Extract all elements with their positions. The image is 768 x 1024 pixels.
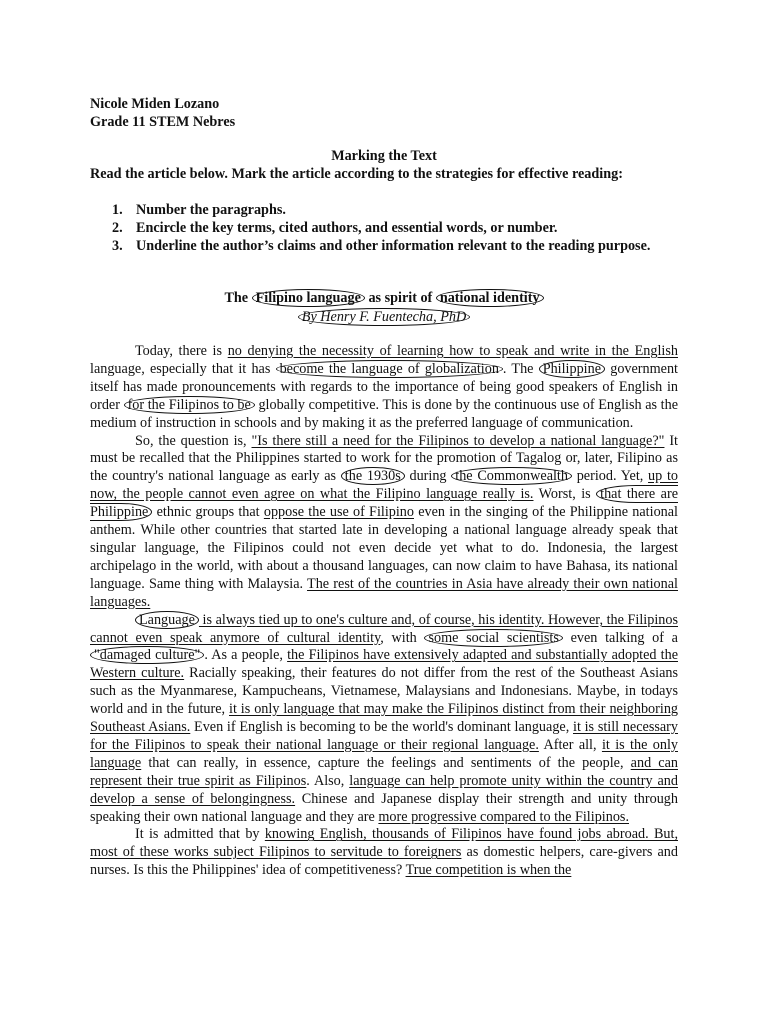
text: . Also, [306, 772, 350, 789]
text: Even if English is becoming to be the world's dominant language, [190, 719, 573, 736]
text: period. Yet, [571, 468, 649, 485]
underlined-claim: is always tied up to one's culture and, of course, his identity. However, the Filipinos cannot even speak anymore of cultural identity [90, 611, 678, 646]
text: Chinese and Japanese display their strength and unity through speaking their own national language and they are [90, 790, 678, 825]
text: Today, there is [135, 343, 228, 359]
step-item [112, 219, 652, 237]
underlined-claim: it is still necessary for the Filipinos to speak their national language or their regional language. [90, 719, 678, 753]
step-number: 2. [112, 220, 123, 236]
circled-term: for the Filipinos to be [124, 396, 255, 414]
paragraph-1 [90, 343, 678, 433]
student-grade: Grade 11 STEM Nebres [90, 114, 236, 130]
underlined-claim: and can represent their true spirit as Filipinos [90, 754, 678, 789]
circled-term: become the language of globalization [276, 360, 503, 378]
circled-author: By Henry F. Fuentecha, PhD [298, 308, 470, 326]
text: . The [502, 360, 539, 377]
underlined-claim: language can help promote unity within the country and develop a sense of belongingness. [90, 772, 678, 807]
underlined-claim: it is the only language [90, 736, 678, 771]
title-text: The [224, 290, 252, 306]
student-name: Nicole Miden Lozano [90, 96, 220, 112]
paragraph-2 [90, 433, 678, 612]
circled-term: Language [135, 611, 199, 629]
underlined-claim: more progressive compared to the Filipinos. [378, 808, 629, 825]
text: as domestic helpers, care-givers and nurses. Is this the Philippines' idea of competitiveness? [90, 844, 678, 879]
text: It must be recalled that the Philippines started to work for the promotion of Tagalog or, later, Filipino as the country's national language as early as [90, 432, 679, 485]
text: language, especially that it has [90, 360, 276, 377]
paragraph-4 [90, 826, 678, 880]
circled-term: "damaged culture" [90, 646, 204, 664]
step-item [112, 237, 652, 255]
circled-term: that there are Philippine [90, 486, 678, 521]
underlined-claim: oppose the use of Filipino [263, 504, 414, 521]
text: After all, [538, 736, 602, 753]
text: . As a people, [204, 647, 288, 664]
step-text: Encircle the key terms, cited authors, and essential words, or number. [136, 220, 558, 236]
text: globally competitive. This is done by the continuous use of English as the medium of instruction in schools and by making it as the preferred language of communication. [90, 396, 678, 431]
circled-term: the 1930s [341, 467, 405, 485]
article-body [90, 343, 678, 880]
title-text: as spirit of [364, 290, 436, 306]
underlined-claim: it is only language that may make the Filipinos distinct from their neighboring Southeast Asians. [90, 701, 679, 736]
text: Racially speaking, their features do not differ from the rest of the Southeast Asians such as the Myanmarese, Kampucheans, Vietnamese, Malaysians and Indonesians. Maybe, in todays world and in the future, [90, 665, 678, 718]
text: So, the question is, [135, 432, 252, 449]
student-header [90, 95, 235, 131]
text: even in the singing of the Philippine national anthem. While other countries that started late in developing a national language already speak that singular language, the Filipinos could not even decide yet what to do. Indonesia, the largest archipelago in the world, with about a thousand languages, can now claim to have Bahasa, its national language. Same thing with Malaysia. [90, 504, 678, 592]
steps-list [112, 201, 652, 255]
underlined-claim: no denying the necessity of learning how to speak and write in the English [227, 343, 678, 359]
page-title: Marking the Text [331, 148, 437, 164]
underlined-claim: the Filipinos have extensively adapted and substantially adopted the Western culture. [90, 647, 678, 682]
text: , with [380, 629, 425, 646]
article-byline [0, 309, 768, 326]
text: that can really, in essence, capture the feelings and sentiments of the people, [141, 754, 631, 771]
circled-term: national identity [436, 289, 544, 307]
circled-term: Filipino language [252, 289, 365, 307]
circled-term: Philippine [539, 360, 605, 378]
underlined-claim: knowing English, thousands of Filipinos have found jobs abroad. But, most of these works subject Filipinos to servitude to foreigners [90, 826, 678, 861]
text: It is admitted that by [135, 826, 265, 843]
step-text: Underline the author’s claims and other information relevant to the reading purpose. [136, 238, 651, 254]
underlined-claim: The rest of the countries in Asia have already their own national languages. [90, 575, 678, 610]
step-number: 1. [112, 202, 123, 218]
text: Worst, is [533, 486, 597, 503]
instructions: Read the article below. Mark the article according to the strategies for effective reading: [90, 166, 623, 182]
underlined-claim: True competition is when the [405, 862, 572, 879]
underlined-claim: up to now, the people cannot even agree on what the Filipino language really is. [90, 468, 679, 503]
step-text: Number the paragraphs. [136, 202, 286, 218]
step-item [112, 201, 652, 219]
underlined-claim: "Is there still a need for the Filipinos to develop a national language?" [251, 432, 665, 449]
circled-term: some social scientists [424, 629, 562, 647]
paragraph-3 [90, 612, 678, 827]
text: government itself has made pronouncements with regards to the importance of being good speakers of English in order [90, 360, 678, 413]
circled-term: the Commonwealth [451, 467, 572, 485]
text: ethnic groups that [152, 504, 264, 521]
text: during [404, 468, 452, 485]
text: even talking of a [562, 629, 678, 646]
step-number: 3. [112, 238, 123, 254]
article-title [0, 290, 768, 307]
